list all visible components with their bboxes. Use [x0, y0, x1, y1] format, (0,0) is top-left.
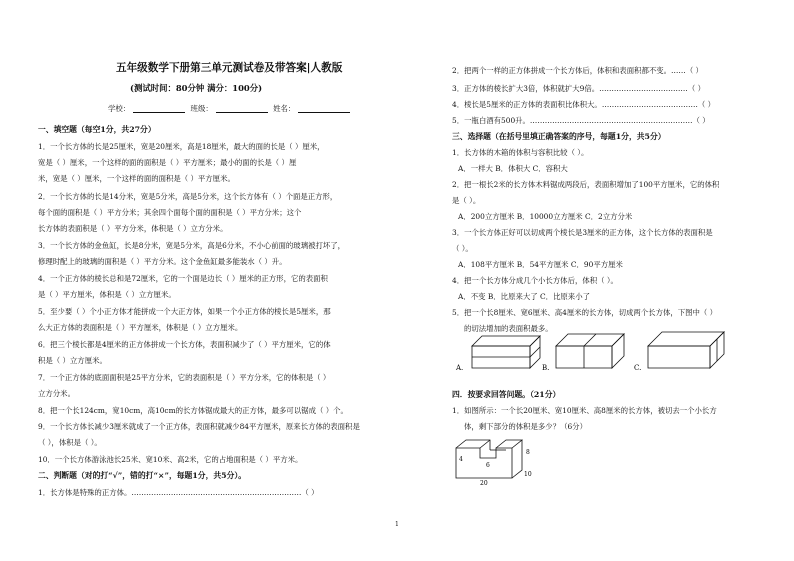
q-line: 5．把一个长8厘米、宽6厘米、高4厘米的长方体，切成两个长方体，下图中（ ） — [452, 308, 718, 317]
notched-box-figure — [452, 434, 562, 486]
dim-10: 10 — [524, 471, 532, 478]
q-line: 4．一个正方体的棱长总和是72厘米，它的一个面是边长（ ）厘米的正方形，它的表面积 — [38, 274, 328, 283]
box-b-side — [612, 334, 624, 368]
info-row — [108, 104, 353, 113]
choice-row: A．一样大 B．体积大 C．容积大 — [458, 164, 568, 173]
q-line: 4．棱长是5厘米的正方体的表面积比体积大。…………………………………（ ） — [452, 100, 716, 109]
section-answer-heading: 四．按要求回答问题。（21分） — [452, 390, 561, 399]
cut-choice-figures — [452, 330, 752, 376]
top-left — [456, 440, 490, 450]
top-right — [496, 440, 522, 448]
q-line: 5．一瓶白酒有500升。…………………………………………………………（ ） — [452, 116, 710, 125]
choice-row: A．108平方厘米 B．54平方厘米 C．90平方厘米 — [458, 260, 623, 269]
class-label: 班级： — [190, 104, 213, 113]
q-line: 2．把一根长2米的长方体木料锯成两段后，表面积增加了100平方厘米，它的体积 — [452, 180, 720, 189]
box-a-top — [472, 336, 540, 346]
section-fill-heading: 一、填空题（每空1分，共27分） — [38, 125, 156, 134]
name-blank[interactable] — [298, 105, 350, 113]
page-subtitle: (测试时间：80分钟 满分：100分) — [130, 83, 263, 93]
q-line: 立方分米。 — [38, 389, 75, 398]
box-b-cut — [584, 334, 596, 368]
q-line: 宽是（ ）厘米，一个这样的面的面积是（ ）平方厘米；最小的面的长是（ ）厘 — [38, 158, 297, 167]
q-line: 是（ ）。 — [452, 196, 481, 205]
q-line: 3．一个长方体的金鱼缸，长是8分米，宽是5分米，高是6分米，不小心前面的玻璃被打坏了， — [38, 241, 346, 250]
q-line: 9．一个长方体长减少3厘米就成了一个正方体，表面积就减少84平方厘米，原来长方体的表面积是 — [38, 422, 360, 431]
q-line: 6．把三个棱长都是4厘米的正方体拼成一个长方体，表面积减少了（ ）平方厘米，它的体 — [38, 340, 331, 349]
q-line: 3．正方体的棱长扩大3倍，体积就扩大9倍。………………………………（ ） — [452, 84, 705, 93]
q-line: 1．长方体是特殊的正方体。……………………………………………………………（ ） — [38, 488, 319, 497]
box-c-front — [648, 346, 710, 368]
class-blank[interactable] — [216, 105, 268, 113]
q-line: 1．如图所示：一个长20厘米、宽10厘米、高8厘米的长方体，被切去一个小长方 — [452, 406, 717, 415]
school-label: 学校： — [108, 104, 131, 113]
q-line: 长方体的表面积是（ ）平方分米，体积是（ ）立方分米。 — [38, 224, 228, 233]
dim-6: 6 — [486, 462, 490, 469]
label-b: B. — [542, 364, 550, 372]
label-a: A. — [456, 364, 464, 372]
dim-20: 20 — [480, 480, 488, 486]
q-line: （ ）。 — [452, 244, 473, 253]
q-line: 7．一个正方体的底面面积是25平方分米，它的表面积是（ ）平方分米，它的体积是（ ） — [38, 373, 331, 382]
section-judge-heading: 二、判断题（对的打“√”，错的打“×”，每题1分，共5分）。 — [38, 471, 247, 480]
q-line: 是（ ）平方厘米，体积是（ ）立方厘米。 — [38, 290, 176, 299]
q-line: 3．一个长方体正好可以切成两个棱长是3厘米的正方体，这个长方体的表面积是 — [452, 228, 713, 237]
q-line: 么大正方体的表面积是（ ）平方厘米，体积是（ ）立方厘米。 — [38, 323, 243, 332]
choice-row: A．不变 B．比原来大了 C．比原来小了 — [458, 292, 590, 301]
q-line: 修理时配上的玻璃的面积是（ ）平方分米。这个金鱼缸最多能装水（ ）升。 — [38, 257, 287, 266]
q-line: 2．把两个一样的正方体拼成一个长方体后，体积和表面积都不变。……（ ） — [452, 66, 703, 75]
right-side — [512, 440, 522, 478]
section-choice-heading: 三、选择题（在括号里填正确答案的序号，每题1分，共5分） — [452, 132, 666, 141]
q-line: 米，宽是（ ）厘米，一个这样的面的面积是（ ）平方厘米。 — [38, 174, 235, 183]
q-line: 2．一个长方体的长是14分米，宽是5分米，高是5分米，这个长方体有（ ）个面是正方形， — [38, 192, 338, 201]
q-line: 10．一个长方体游泳池长25米、宽10米、高2米，它的占地面积是（ ）平方米。 — [38, 455, 303, 464]
q-line: 每个面的面积是（ ）平方分米；其余四个面每个面的面积是（ ）平方分米；这个 — [38, 208, 302, 217]
q-line: 8．把一个长124cm，宽10cm，高10cm的长方体锯成最大的正方体，最多可以锯成（ ）个。 — [38, 406, 348, 415]
q-line: 5．至少要（ ）个小正方体才能拼成一个大正方体，如果一个小正方体的棱长是5厘米，那 — [38, 307, 331, 316]
page-title: 五年级数学下册第三单元测试卷及带答案|人教版 — [116, 62, 343, 74]
q-line: 体，剩下部分的体积是多少？（6分） — [464, 422, 587, 431]
page-number: 1 — [395, 521, 399, 528]
q-line: （ ），体积是（ ）。 — [38, 438, 102, 447]
q-line: 的切法增加的表面积最多。 — [464, 324, 553, 333]
school-blank[interactable] — [133, 105, 185, 113]
q-line: 1．一个长方体的长是25厘米，宽是20厘米，高是18厘米，最大的面的长是（ ）厘米， — [38, 142, 325, 151]
front-face — [456, 448, 512, 478]
label-c: C. — [634, 364, 642, 372]
q-line: 积是（ ）立方厘米。 — [38, 356, 107, 365]
q-line: 1．长方体的木箱的体积与容积比较（ ）。 — [452, 148, 589, 157]
name-label: 姓名： — [273, 104, 296, 113]
notch-edge — [480, 440, 490, 448]
dim-4: 4 — [459, 456, 463, 463]
q-line: 4．把一个长方体分成几个小长方体后，体积（ ）。 — [452, 276, 618, 285]
choice-row: A．200立方厘米 B．10000立方厘米 C．2立方分米 — [458, 212, 633, 221]
dim-8: 8 — [526, 449, 530, 456]
